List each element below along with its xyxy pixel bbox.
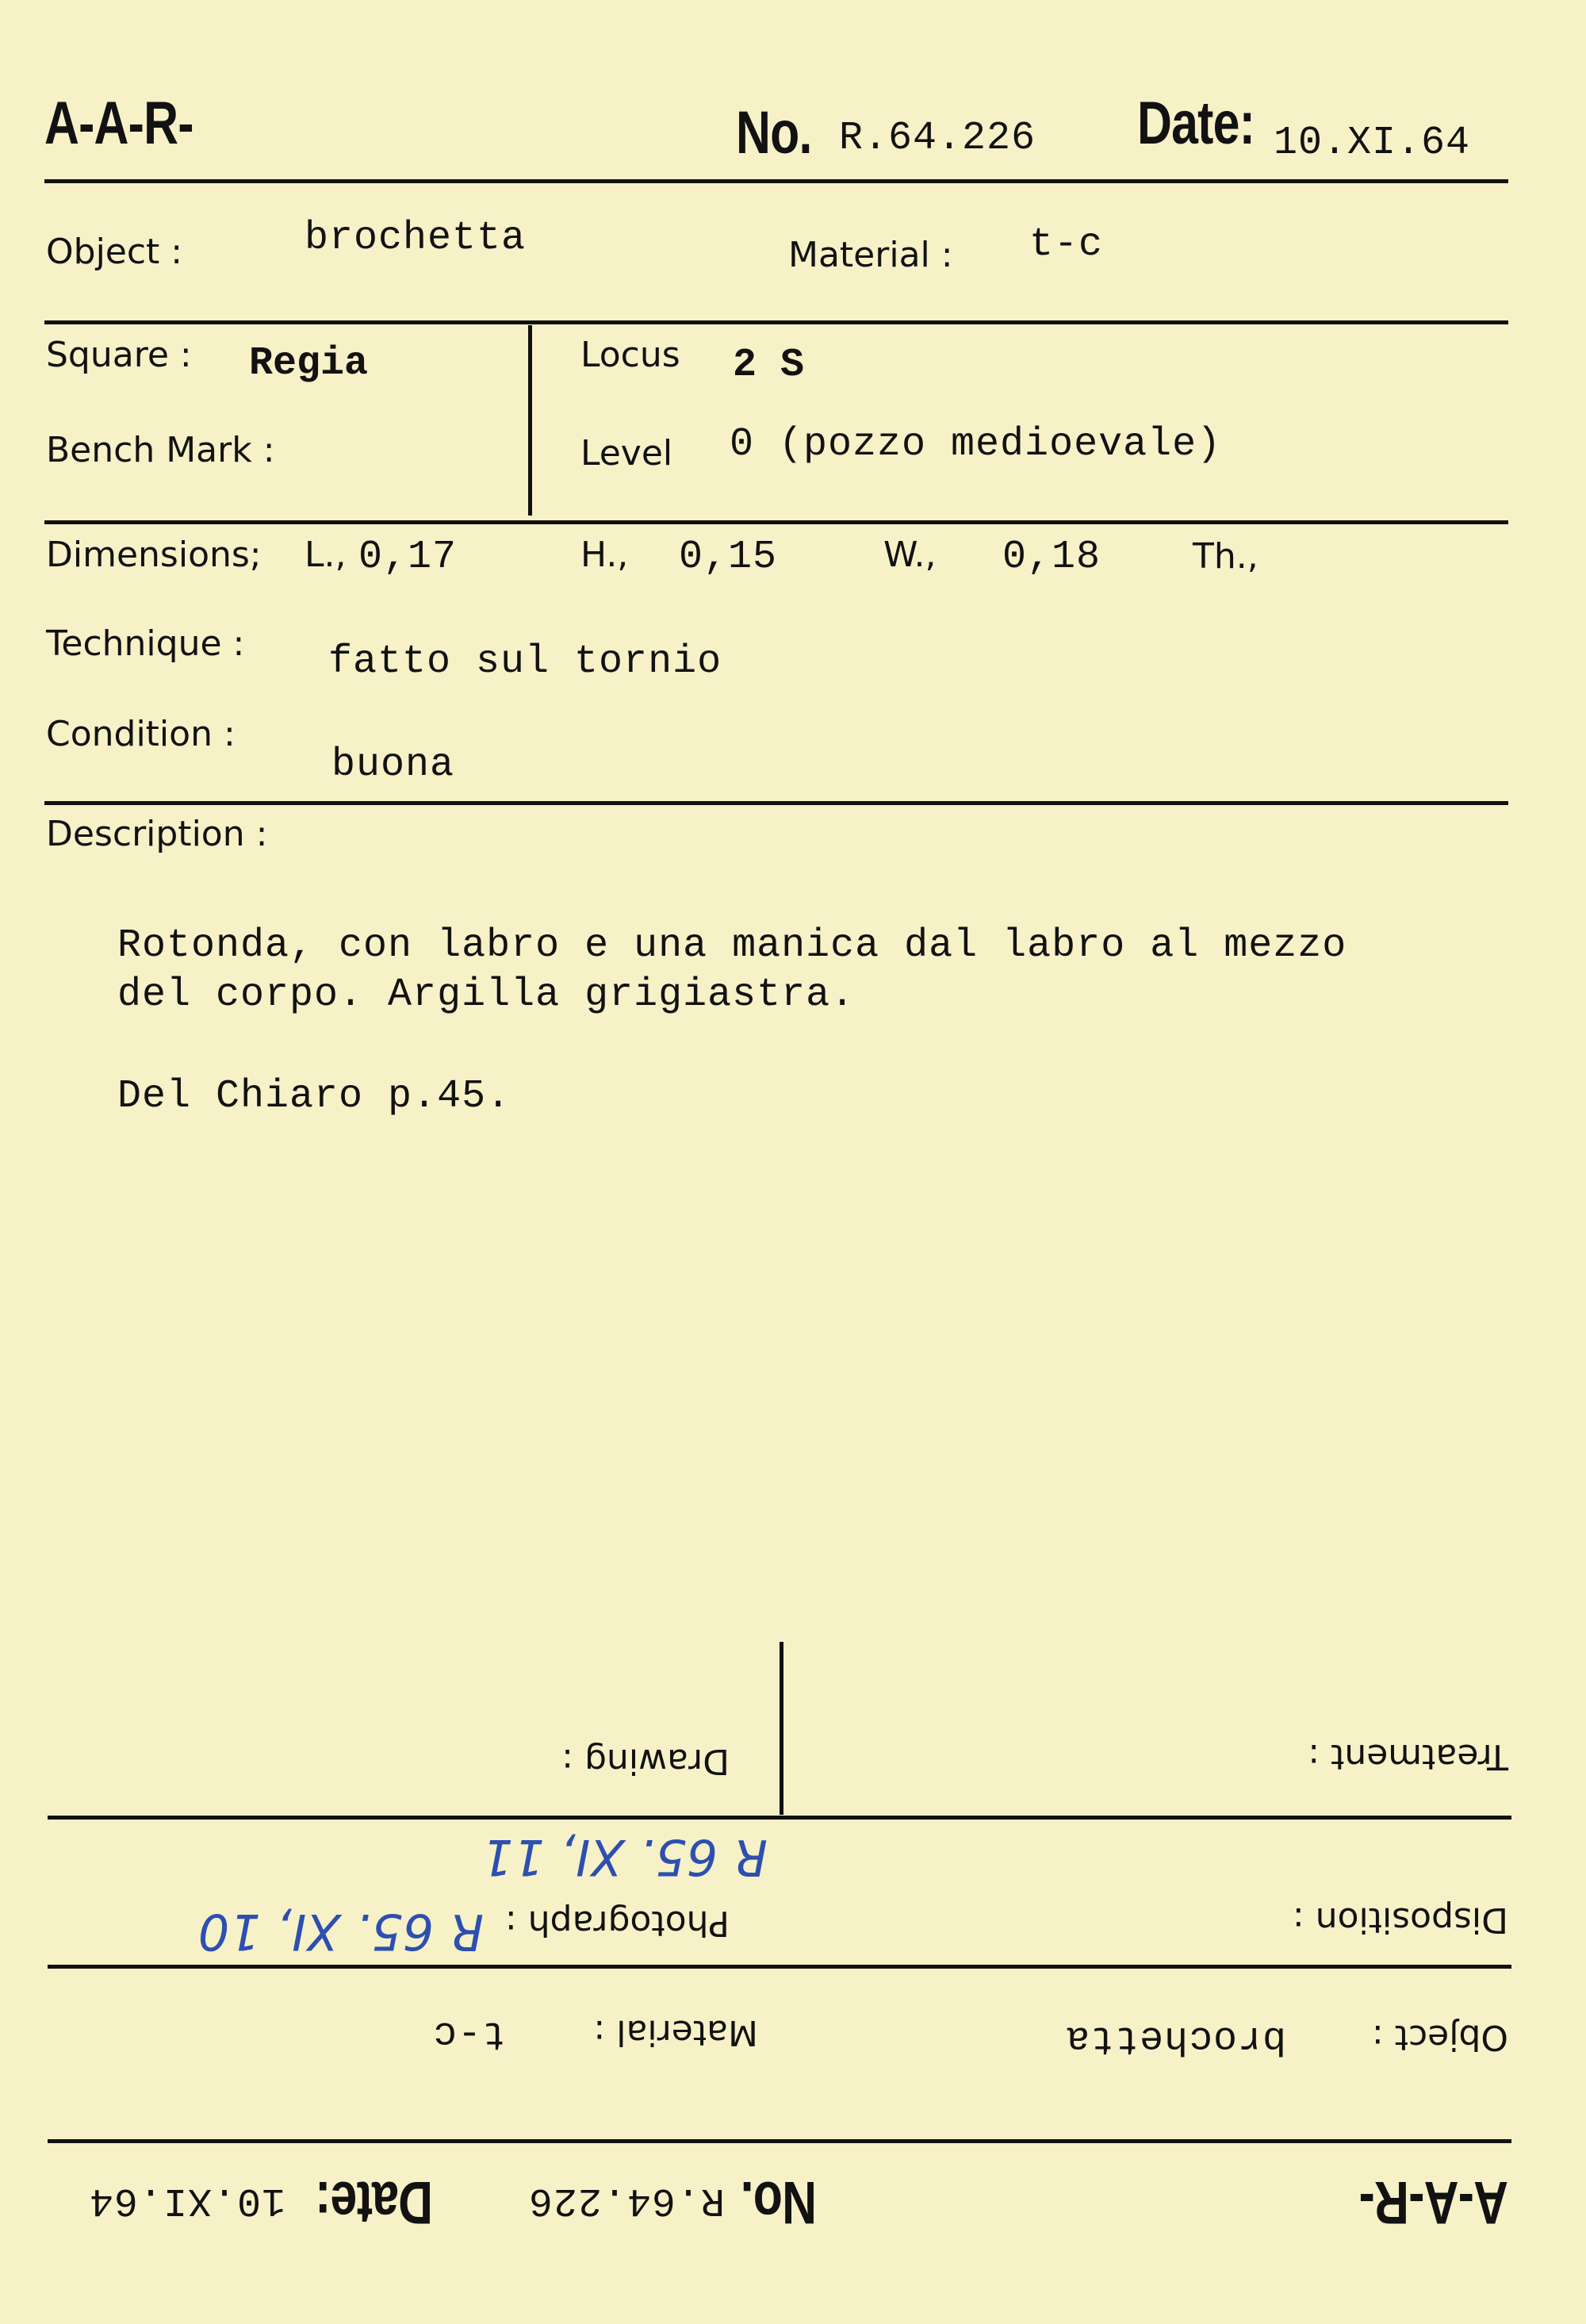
no-value: R.64.226 <box>527 2177 725 2222</box>
divider <box>44 520 1508 524</box>
description-line-2: del corpo. Argilla grigiastra. <box>117 972 856 1018</box>
technique-label: Technique : <box>46 623 245 664</box>
drawing-label: Drawing : <box>561 1741 730 1781</box>
photo-number-1: R 65. XI, 10 <box>197 1903 484 1961</box>
divider <box>44 320 1508 324</box>
column-divider <box>528 325 532 516</box>
dimensions-label: Dimensions; <box>46 535 262 575</box>
technique-value: fatto sul tornio <box>328 639 722 685</box>
divider <box>48 2139 1511 2143</box>
condition-value: buona <box>331 742 455 788</box>
date-label: Date: <box>1137 90 1255 157</box>
divider <box>48 1965 1511 1969</box>
length-label: L., <box>305 535 347 575</box>
height-value: 0,15 <box>679 535 778 580</box>
org-code: A-A-R- <box>1359 2169 1508 2236</box>
description-label: Description : <box>46 814 268 854</box>
object-value: brochetta <box>305 216 527 261</box>
material-label: Material : <box>788 235 953 275</box>
object-label: Object : <box>1371 2017 1508 2057</box>
square-value: Regia <box>249 341 369 386</box>
treatment-label: Treatment : <box>1308 1736 1508 1777</box>
level-label: Level <box>580 433 673 474</box>
disposition-label: Disposition : <box>1292 1900 1508 1940</box>
material-value: t-c <box>1029 222 1104 267</box>
no-label: No. <box>741 2169 817 2236</box>
object-value: brochetta <box>1064 2015 1286 2061</box>
locus-label: Locus <box>580 335 680 375</box>
bench-mark-label: Bench Mark : <box>46 430 275 470</box>
material-label: Material : <box>593 2012 758 2053</box>
square-label: Square : <box>46 335 192 375</box>
width-label: W., <box>883 535 937 575</box>
no-label: No. <box>736 99 812 167</box>
inverted-section <box>0 1642 1586 2324</box>
width-value: 0,18 <box>1002 535 1101 580</box>
date-value: 10.XI.64 <box>1274 121 1471 166</box>
thickness-label: Th., <box>1193 536 1258 577</box>
column-divider <box>780 1642 783 1815</box>
reference: Del Chiaro p.45. <box>117 1074 511 1119</box>
material-value: t-c <box>431 2011 506 2056</box>
date-value: 10.XI.64 <box>88 2177 285 2222</box>
divider <box>48 1816 1511 1820</box>
condition-label: Condition : <box>46 714 236 754</box>
height-label: H., <box>580 535 629 575</box>
photograph-label: Photograph : <box>504 1903 730 1943</box>
no-value: R.64.226 <box>839 116 1036 161</box>
level-value: 0 (pozzo medioevale) <box>730 422 1222 467</box>
date-label: Date: <box>315 2169 433 2236</box>
length-value: 0,17 <box>358 535 458 580</box>
divider <box>44 801 1508 805</box>
photo-number-2: R 65. XI, 11 <box>481 1828 768 1886</box>
divider <box>44 179 1508 183</box>
locus-value: 2 S <box>733 343 805 388</box>
description-line-1: Rotonda, con labro e una manica dal labro al mezzo <box>117 923 1347 968</box>
org-code: A-A-R- <box>44 90 193 157</box>
object-label: Object : <box>46 232 183 272</box>
